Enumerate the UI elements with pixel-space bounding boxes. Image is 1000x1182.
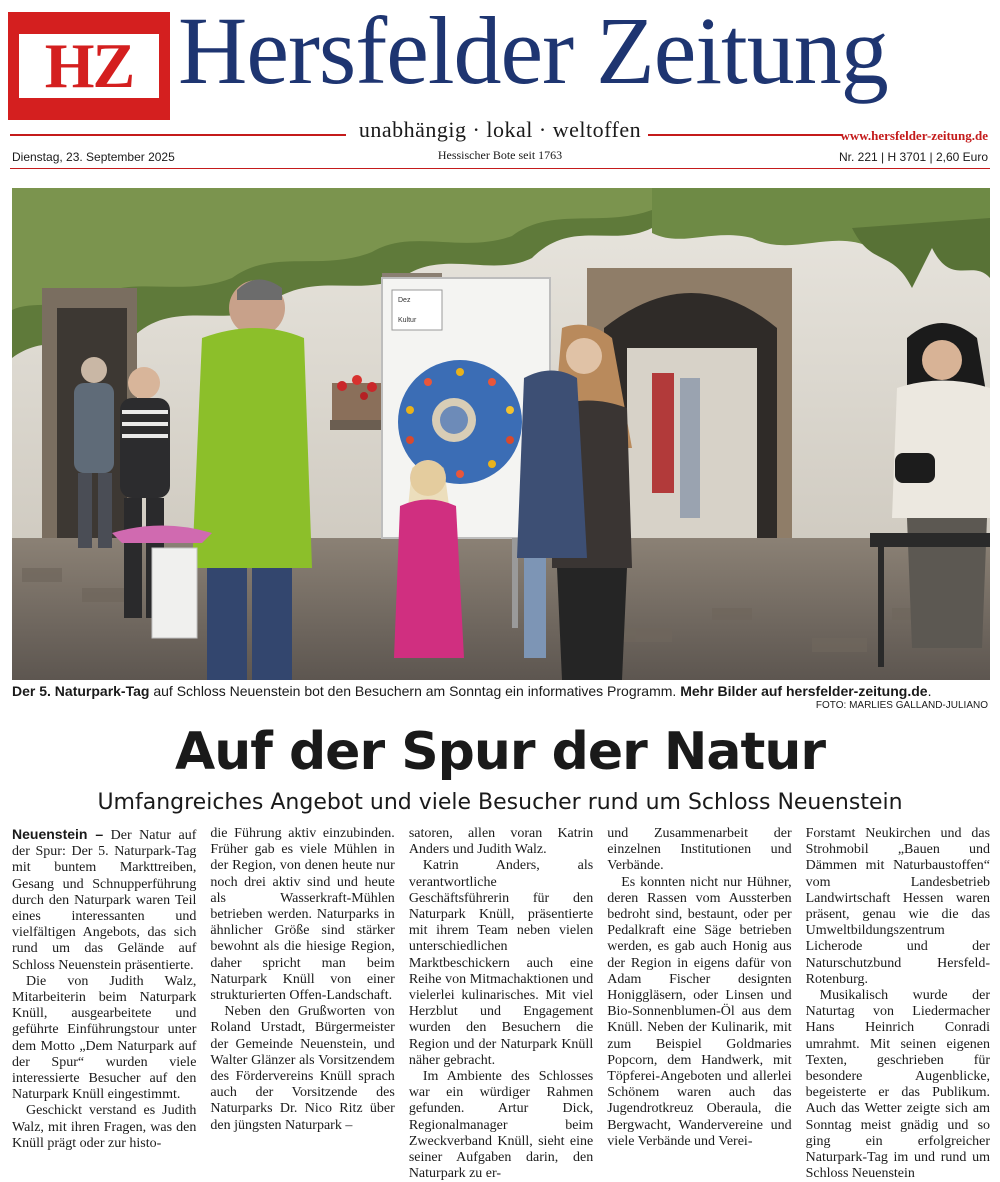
article-column-5 [805, 826, 991, 1182]
dateline: Neuenstein – [12, 826, 104, 842]
board-label-bottom: Kultur [398, 317, 417, 324]
photo-credit: FOTO: MARLIES GALLAND-JULIANO [815, 700, 988, 711]
website-link[interactable]: www.hersfelder-zeitung.de [840, 128, 988, 143]
article-paragraph: Musikalisch wurde der Naturtag von Liedermacher Hans Heinrich Conradi umrahmt. Mit seinen eigenen Texten, geschrieben für besondere Augenblicke, begeisterte er das Publikum. Auch das Wetter zeigte sich am Sonntag meist gnädig und so ging ein erfolgreicher Naturpark-Tag im und rund um Schloss Neuenstein [805, 988, 991, 1182]
article-column-1 [12, 826, 196, 1151]
article-body [12, 826, 991, 1182]
article-paragraph: Im Ambiente des Schlosses war ein würdiger Rahmen gefunden. Artur Dick, Regionalmanager beim Zweckverband Knüll, sieht eine seiner Aufgaben darin, den Naturpark zu er- [408, 1069, 594, 1182]
article-paragraph: Forstamt Neukirchen und das Strohmobil „Bauen und Dämmen mit Naturbaustoffen“ vom Landesbetrieb Landwirtschaft Hessen waren präsent, genau wie die das Umweltbildungszentrum Licherode und der Naturschutzbund Hersfeld-Rotenburg. [805, 826, 991, 987]
article-paragraph: Katrin Anders, als verantwortliche Geschäftsführerin für den Naturpark Knüll, präsentierte mit ihrem Team neben vielen unterschiedlichen Marktbeschickern auch eine Reihe von Mitmachaktionen und vielerlei kulinarisches. Mit viel Herzblut und Engagement wurden den Besuchern die Region und der Naturpark Knüll näher gebracht. [408, 858, 594, 1068]
lead-photo-illustration [12, 188, 990, 680]
issue-date: Dienstag, 23. September 2025 [12, 150, 175, 164]
masthead-bottom-rule [10, 168, 990, 169]
photo-caption [12, 682, 990, 700]
hz-logo [8, 12, 170, 120]
article-paragraph: Geschickt verstand es Judith Walz, mit ihren Fragen, was den Knüll prägt oder zur histo- [12, 1103, 197, 1151]
caption-lead: Der 5. Naturpark-Tag [12, 683, 150, 699]
article-column-2 [210, 826, 394, 1151]
tagline: unabhängig · lokal · weltoffen [358, 117, 642, 142]
article-paragraph: die Führung aktiv einzubinden. Früher gab es viele Mühlen in der Region, von denen heute nur noch drei aktiv sind und heute als Wasserkraft-Mühlen betrieben werden. Naturparks in ähnlicher Größe sind stärker bewohnt als die hiesige Region, daher spricht man beim Naturpark Knüll von einer strukturierten Offen-Landschaft. [210, 826, 395, 1004]
founded-line: Hessischer Bote seit 1763 [437, 148, 563, 162]
article-paragraph: Es konnten nicht nur Hühner, deren Rassen vom Aussterben bedroht sind, bestaunt, oder per Pedalkraft eine Säge betrieben werden, es gab auch Honig aus der Region in eigens dafür von Adam Fischer designten Honiggläsern, oder Linsen und Bio-Sonnenblumen-Öl aus dem Knüll. Neben der Kulinarik, mit zum Beispiel Goldmaries Popcorn, dem Handwerk, mit Töpferei-Angeboten und allerlei Schönem waren auch das Jugendrotkreuz Oberaula, die Bergwacht, Wandervereine und viele Verbände und Verei- [607, 874, 792, 1149]
article-paragraph: Die von Judith Walz, Mitarbeiterin beim Naturpark Knüll, ausgearbeitete und geführte Einführungstour unter dem Motto „Dem Naturpark auf der Spur“ wurden viele interessierte Besucher auf den Naturpark Knüll eingestimmt. [12, 973, 197, 1103]
caption-end: . [927, 683, 932, 699]
board-label-top: Dez [398, 297, 411, 304]
lead-photo [12, 188, 990, 680]
issue-info: Nr. 221 | H 3701 | 2,60 Euro [839, 150, 988, 164]
article-headline: Auf der Spur der Natur [174, 722, 826, 782]
hz-logo-letters: HZ [44, 30, 134, 101]
caption-text: auf Schloss Neuenstein bot den Besuchern am Sonntag ein informatives Programm. [149, 683, 681, 699]
article-paragraph: satoren, allen voran Katrin Anders und Judith Walz. [408, 826, 594, 858]
article-paragraph: Neben den Grußworten von Roland Urstadt, Bürgermeister der Gemeinde Neuenstein, und Walter Glänzer als Vorsitzendem des Fördervereins Knüll sprach auch der Vorsitzende des Naturparks Dr. Nico Ritz über den jüngsten Naturpark – [210, 1004, 395, 1133]
paragraph-text: Der Natur auf der Spur: Der 5. Naturpark-Tag mit buntem Markttreiben, Gesang und Schnupperführung durch den Naturpark waren Teil eines interessanten und vielfältigen Angebots, das sich rund um das Gelände auf Schloss Neuenstein präsentierte. [12, 828, 197, 973]
article-column-3 [408, 826, 594, 1182]
article-subhead: Umfangreiches Angebot und viele Besucher rund um Schloss Neuenstein [97, 790, 903, 815]
caption-more-link[interactable]: Mehr Bilder auf hersfelder-zeitung.de [680, 683, 928, 699]
article-paragraph: und Zusammenarbeit der einzelnen Institutionen und Verbände. [607, 826, 792, 874]
paper-name: Hersfelder Zeitung [178, 0, 888, 104]
article-paragraph [12, 826, 196, 974]
article-column-4 [607, 826, 791, 1151]
masthead [0, 0, 1000, 120]
hz-logo-inner [19, 30, 159, 101]
